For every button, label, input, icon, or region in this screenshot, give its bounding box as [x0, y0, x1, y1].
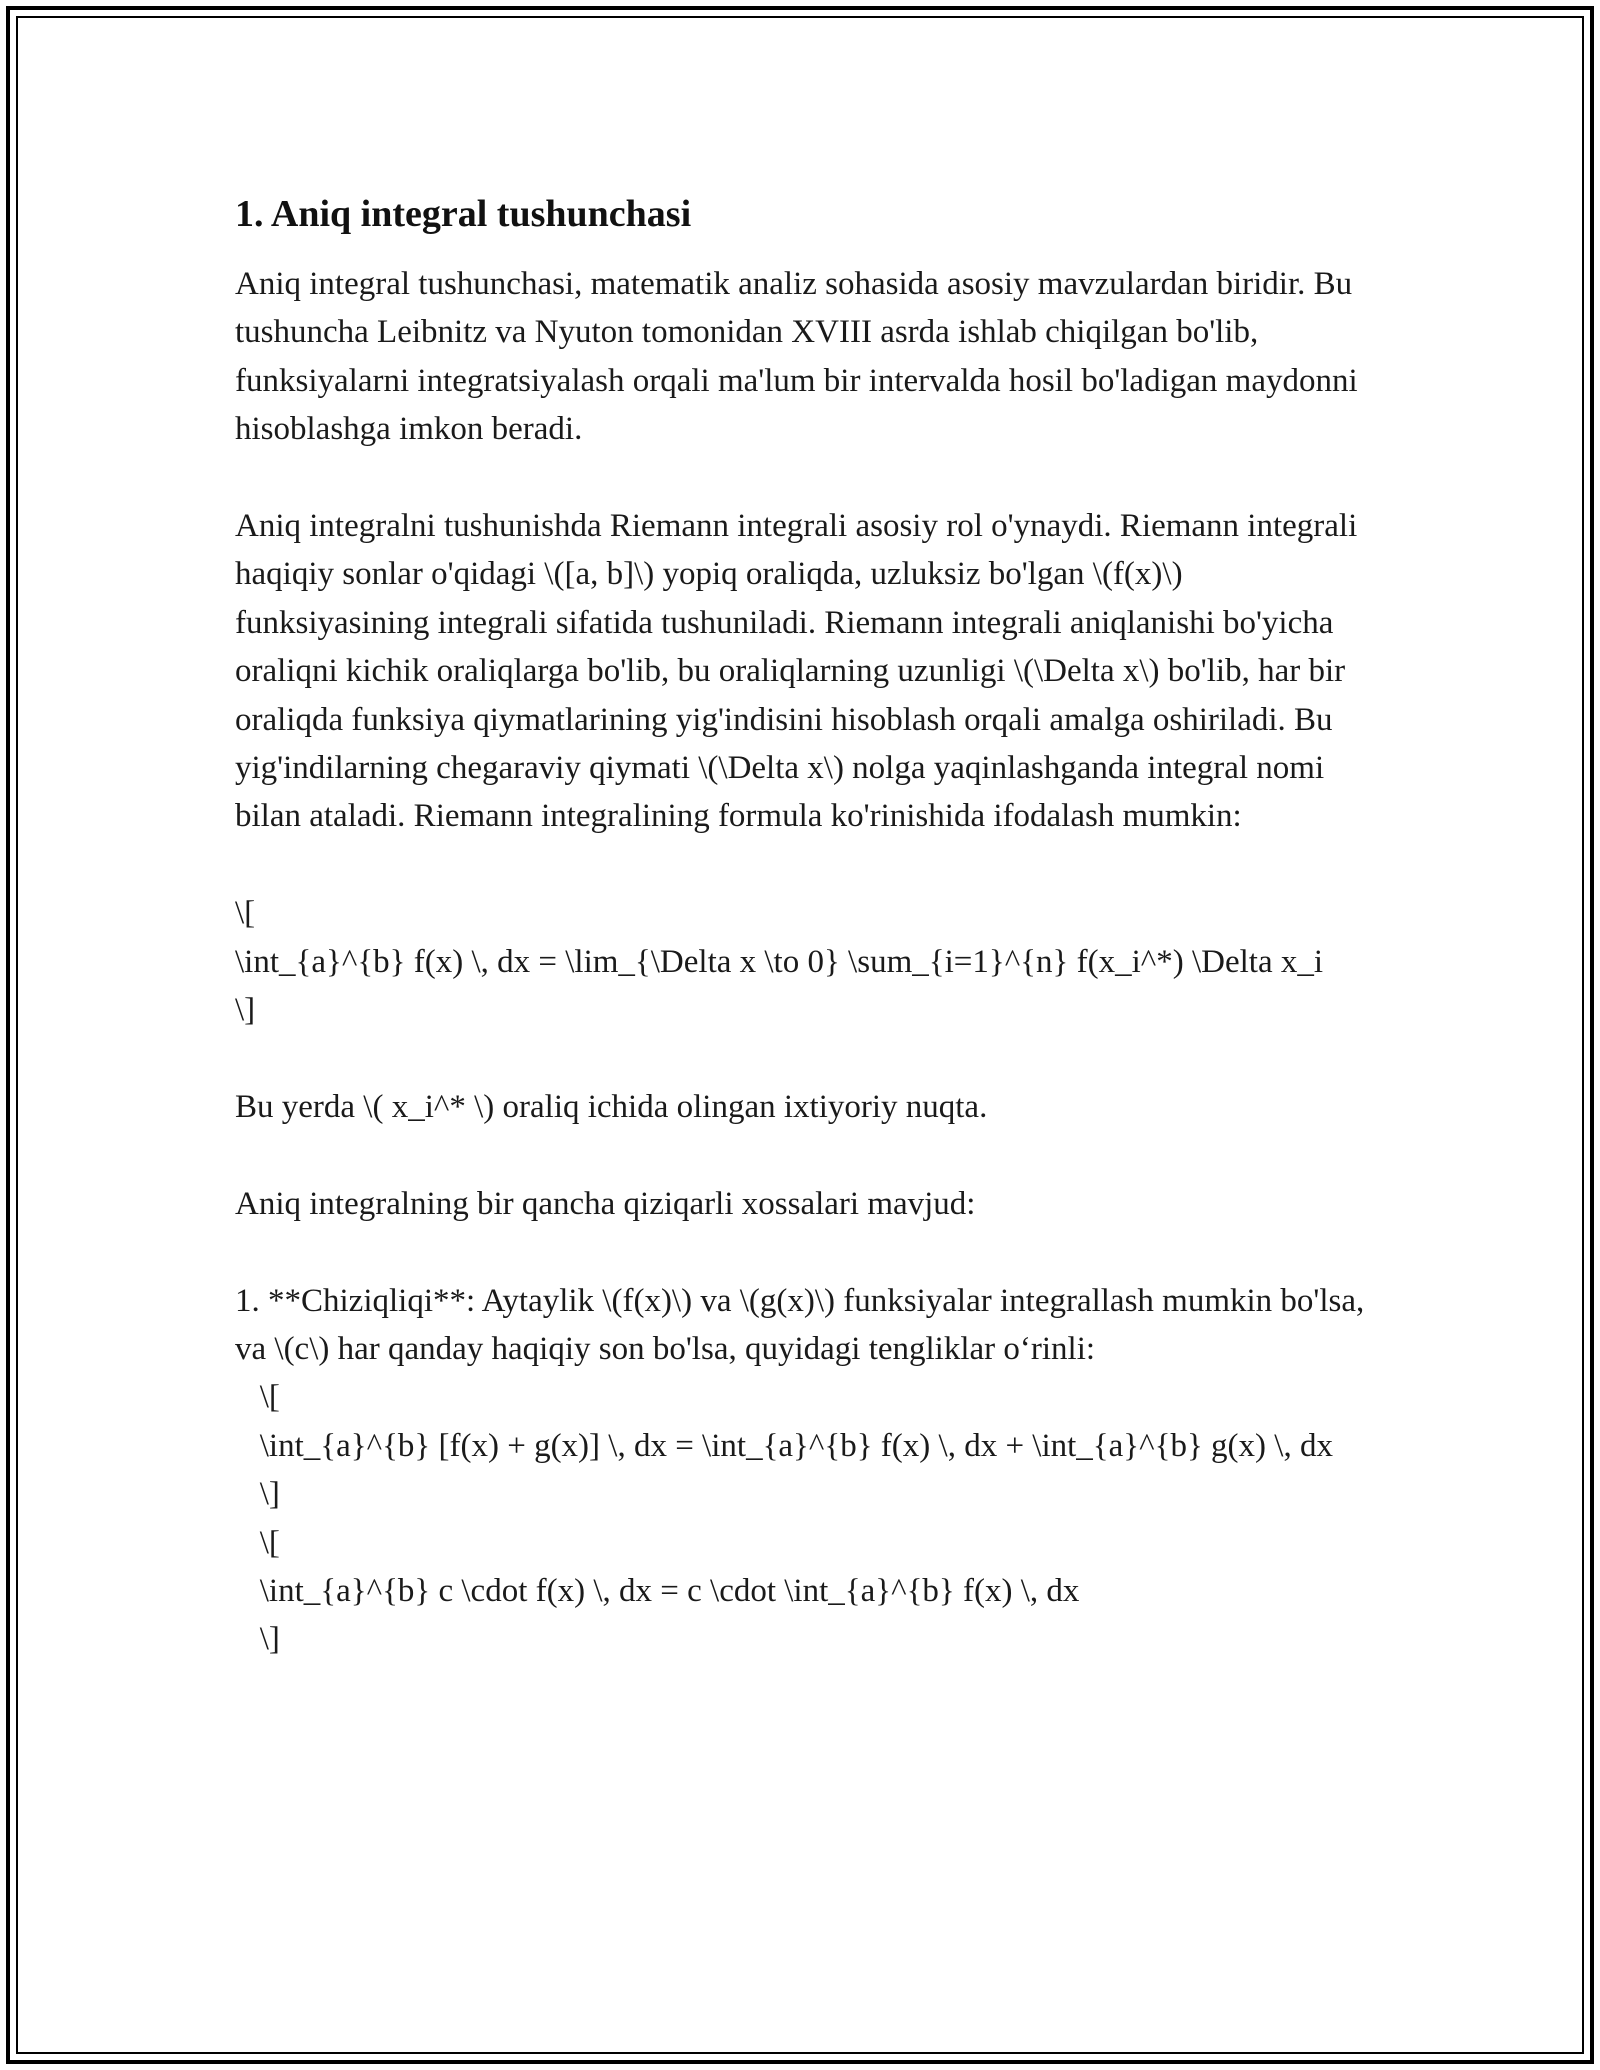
section-body: Aniq integral tushunchasi, matematik analiz sohasida asosiy mavzulardan biridir. Bu tushuncha Leibnitz va Nyuton tomonidan XVIII asrda ishlab chiqilgan bo'lib, funksiyalarni integratsiyalash orqali ma'lum bir intervalda hosil bo'ladigan maydonni hisoblashga imkon beradi. Aniq integralni tushunishda Riemann integrali asosiy rol o'ynaydi. Riemann integrali haqiqiy sonlar o'qidagi \([a, b]\) yopiq oraliqda, uzluksiz bo'lgan \(f(x)\) funksiyasining integrali sifatida tushuniladi. Riemann integrali aniqlanishi bo'yicha oraliqni kichik oraliqlarga bo'lib, bu oraliqlarning uzunligi \(\Delta x\) bo'lib, har bir oraliqda funksiya qiymatlarining yig'indisini hisoblash orqali amalga oshiriladi. Bu yig'indilarning chegaraviy qiymati \(\Delta x\) nolga yaqinlashganda integral nomi bilan ataladi. Riemann integralining formula ko'rinishida ifodalash mumkin: \[ \int_{a}^{b} f(x) \, dx = \lim_{\Delta x \to 0} \sum_{i=1}^{n} f(x_i^*) \Delta x_i \] Bu yerda \( x_i^* \) oraliq ichida olingan ixtiyoriy nuqta. Aniq integralning bir qancha qiziqarli xossalari mavjud: 1. **Chiziqliqi**: Aytaylik \(f(x)\) va \(g(x)\) funksiyalar integrallash mumkin bo'lsa, va \(c\) har qanday haqiqiy son bo'lsa, quyidagi tengliklar o‘rinli: \[ \int_{a}^{b} [f(x) + g(x)] \, dx = \int_{a}^{b} f(x) \, dx + \int_{a}^{b} g(x) \, dx \] \[ \int_{a}^{b} c \cdot f(x) \, dx = c \cdot \int_{a}^{b} f(x) \, dx \] [235, 266, 1365, 1658]
section-heading: 1. Aniq integral tushunchasi [235, 193, 692, 235]
document-content [235, 190, 1375, 1664]
